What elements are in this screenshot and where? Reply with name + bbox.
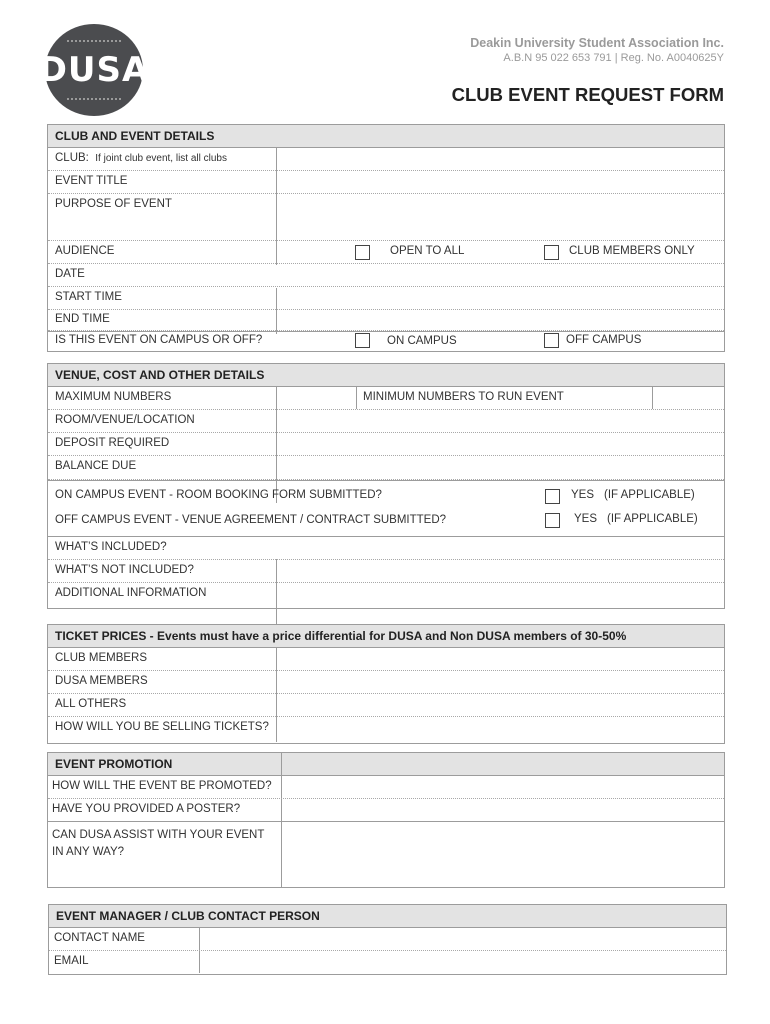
audience-label: AUDIENCE [55,245,115,257]
min-numbers-label: MINIMUM NUMBERS TO RUN EVENT [363,391,564,403]
room-booking-applicable: (IF APPLICABLE) [604,489,695,501]
selling-tickets-label: HOW WILL YOU BE SELLING TICKETS? [55,721,269,733]
venue-agreement-applicable: (IF APPLICABLE) [607,513,698,525]
club-members-only-checkbox[interactable] [544,245,559,260]
open-to-all-label: OPEN TO ALL [390,245,465,257]
date-row[interactable] [48,264,724,287]
on-campus-checkbox[interactable] [355,333,370,348]
deposit-label: DEPOSIT REQUIRED [55,437,170,449]
whats-included-label: WHAT’S INCLUDED? [55,541,167,553]
start-time-row[interactable] [48,287,724,310]
club-row[interactable] [48,148,724,171]
logo-dots-top [67,40,121,42]
club-hint: If joint club event, list all clubs [95,153,227,164]
whats-included-row[interactable] [48,537,724,560]
additional-info-label: ADDITIONAL INFORMATION [55,587,207,599]
additional-info-row[interactable] [48,583,724,606]
promotion-section [47,752,725,888]
campus-row [48,331,724,350]
start-time-label: START TIME [55,291,122,303]
club-label: CLUB: [55,152,89,164]
promotion-heading: EVENT PROMOTION [48,753,724,776]
venue-agreement-label: OFF CAMPUS EVENT - VENUE AGREEMENT / CONTRACT SUBMITTED? [55,514,447,526]
whats-not-included-label: WHAT’S NOT INCLUDED? [55,564,194,576]
assist-row[interactable] [48,822,724,886]
org-name: Deakin University Student Association Inc. [470,36,724,50]
assist-line-1: CAN DUSA ASSIST WITH YOUR EVENT [52,829,265,841]
selling-tickets-row[interactable] [48,717,724,741]
venue-agreement-yes-checkbox[interactable] [545,513,560,528]
event-title-label: EVENT TITLE [55,175,128,187]
assist-line-2: IN ANY WAY? [52,846,125,858]
min-numbers-value-divider [652,387,653,409]
open-to-all-checkbox[interactable] [355,245,370,260]
club-event-section [47,124,725,352]
dusa-members-label: DUSA MEMBERS [55,675,148,687]
off-campus-label: OFF CAMPUS [566,334,642,346]
room-booking-yes-label: YES [571,489,595,501]
ticket-heading-note: Events must have a price differential for DUSA and Non DUSA members of 30-50% [157,629,627,643]
room-label: ROOM/VENUE/LOCATION [55,414,195,426]
whats-not-included-row[interactable] [48,560,724,583]
purpose-row[interactable] [48,194,724,241]
contact-name-row[interactable] [49,928,726,951]
poster-row[interactable] [48,799,724,822]
audience-row [48,241,724,264]
min-numbers-divider [356,387,357,409]
on-campus-label: ON CAMPUS [387,335,457,347]
email-row[interactable] [49,951,726,973]
numbers-row [48,387,724,410]
end-time-label: END TIME [55,313,110,325]
campus-question-label: IS THIS EVENT ON CAMPUS OR OFF? [55,334,263,346]
date-label: DATE [55,268,85,280]
deposit-row[interactable] [48,433,724,456]
form-title: CLUB EVENT REQUEST FORM [451,84,724,105]
balance-row[interactable] [48,456,724,480]
room-booking-yes-checkbox[interactable] [545,489,560,504]
ticket-heading [48,625,724,648]
max-numbers-label: MAXIMUM NUMBERS [55,391,172,403]
dusa-members-price-row[interactable] [48,671,724,694]
contact-section [48,904,727,975]
club-event-heading: CLUB AND EVENT DETAILS [48,125,724,148]
contact-name-label: CONTACT NAME [54,932,145,944]
purpose-label: PURPOSE OF EVENT [55,198,172,210]
venue-agreement-yes-label: YES [574,513,598,525]
all-others-price-row[interactable] [48,694,724,717]
logo-text: DUSA [38,50,150,90]
club-members-only-label: CLUB MEMBERS ONLY [569,245,695,257]
abn-line: A.B.N 95 022 653 791 | Reg. No. A0040625Y [503,52,724,64]
venue-heading: VENUE, COST AND OTHER DETAILS [48,364,724,387]
room-row[interactable] [48,410,724,433]
event-title-row[interactable] [48,171,724,194]
venue-section [47,363,725,609]
poster-label: HAVE YOU PROVIDED A POSTER? [52,803,241,815]
off-campus-checkbox[interactable] [544,333,559,348]
club-members-label: CLUB MEMBERS [55,652,148,664]
all-others-label: ALL OTHERS [55,698,127,710]
email-label: EMAIL [54,955,89,967]
bookings-row [48,480,724,537]
logo-dots-bottom [67,98,121,100]
room-booking-label: ON CAMPUS EVENT - ROOM BOOKING FORM SUBMITTED? [55,489,382,501]
balance-label: BALANCE DUE [55,460,137,472]
end-time-row[interactable] [48,310,724,331]
dusa-logo [38,24,150,116]
contact-heading: EVENT MANAGER / CLUB CONTACT PERSON [49,905,726,928]
club-members-price-row[interactable] [48,648,724,671]
promoted-row[interactable] [48,776,724,799]
promoted-label: HOW WILL THE EVENT BE PROMOTED? [52,780,272,792]
ticket-heading-title: TICKET PRICES - [55,629,154,643]
ticket-section [47,624,725,744]
